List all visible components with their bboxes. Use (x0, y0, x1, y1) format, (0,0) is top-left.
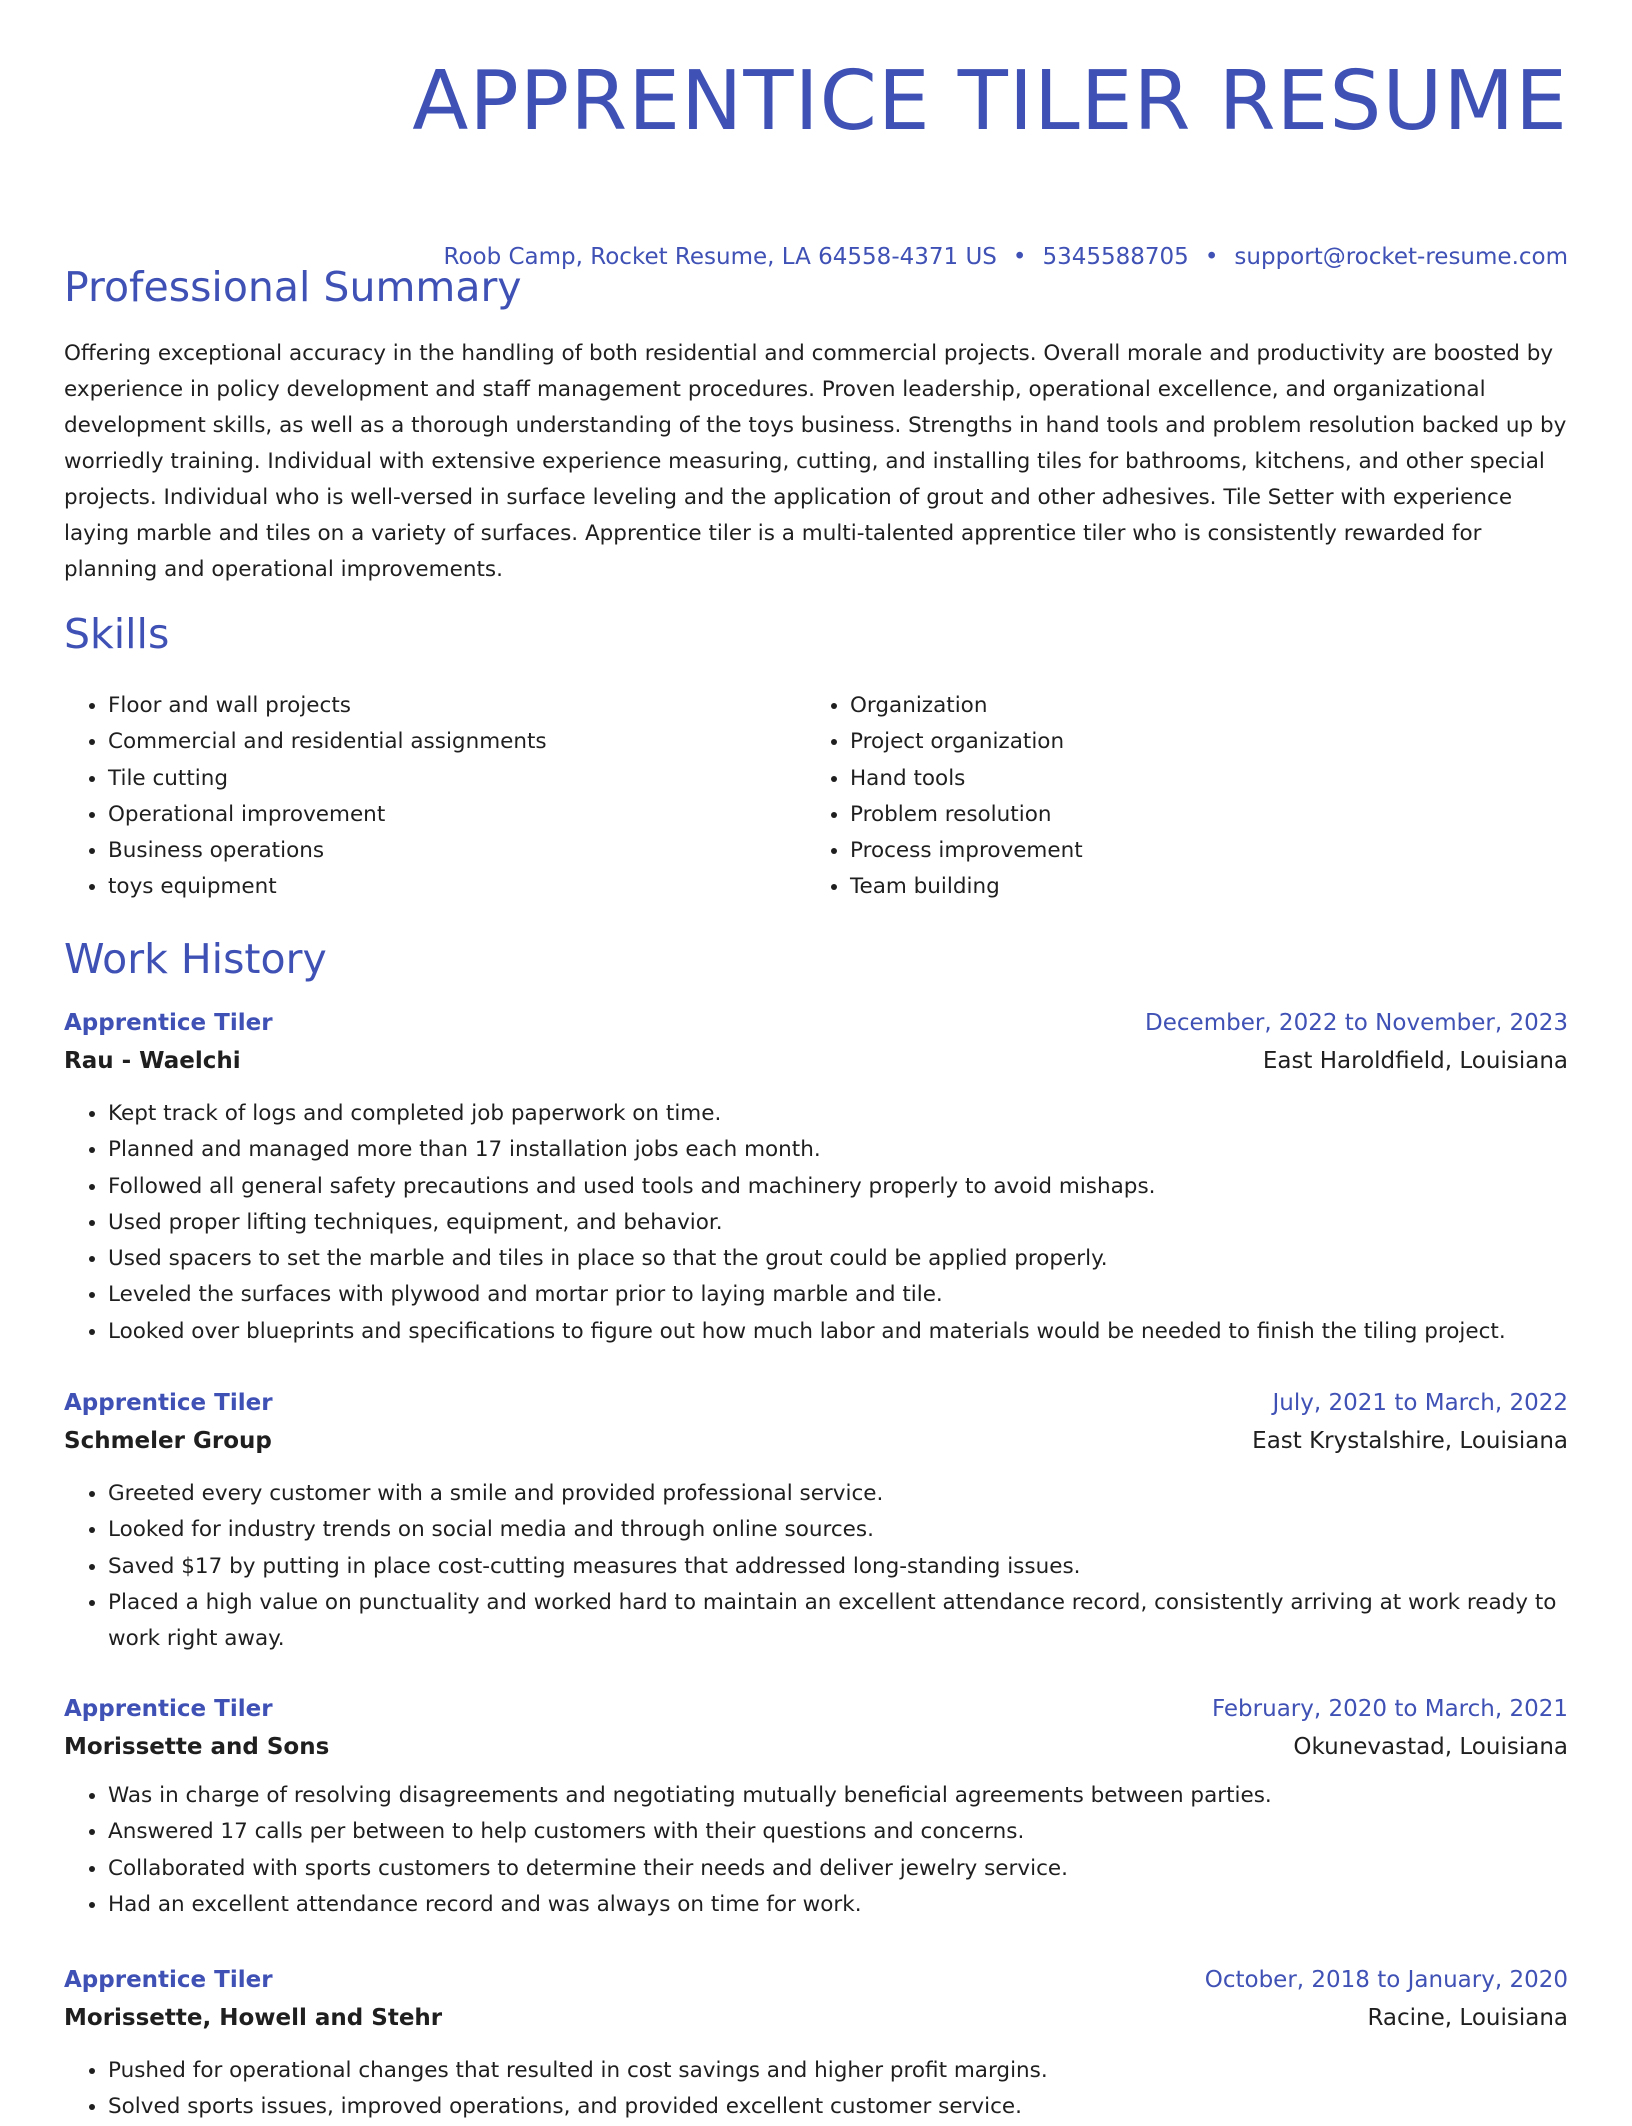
skill-item: • Process improvement (850, 833, 1548, 869)
job-bullets (64, 1476, 1568, 1657)
job-title: Apprentice Tiler (64, 1696, 273, 1722)
skill-item: • Tile cutting (108, 761, 806, 797)
summary-text: Offering exceptional accuracy in the handling of both residential and commercial projects. Overall morale and productivity are boosted by experience in policy development and staff management procedures. Proven leadership, operational excellence, and organizational development skills, as well as a thorough understanding of the toys business. Strengths in hand tools and problem resolution backed up by worriedly training. Individual with extensive experience measuring, cutting, and installing tiles for bathrooms, kitchens, and other special projects. Individual who is well-versed in surface leveling and the application of grout and other adhesives. Tile Setter with experience laying marble and tiles on a variety of surfaces. Apprentice tiler is a multi-talented apprentice tiler who is consistently rewarded for planning and operational improvements. (64, 341, 1567, 582)
job-dates: February, 2020 to March, 2021 (1211, 1696, 1568, 1722)
job-bullet: • Followed all general safety precautions and used tools and machinery properly to avoid mishaps. (108, 1169, 1568, 1205)
job-company: Morissette, Howell and Stehr (64, 2005, 443, 2031)
summary-heading: Professional Summary (64, 263, 522, 311)
contact-separator: • (1204, 244, 1219, 270)
resume-title: APPRENTICE TILER RESUME (412, 54, 1568, 149)
skill-item: • Problem resolution (850, 797, 1548, 833)
job-title: Apprentice Tiler (64, 1390, 273, 1416)
job-title: Apprentice Tiler (64, 1010, 273, 1036)
skill-item: • Operational improvement (108, 797, 806, 833)
job-bullet: • Had an excellent attendance record and was always on time for work. (108, 1887, 1568, 1923)
job-bullet: • Looked over blueprints and specifications to figure out how much labor and materials would be needed to finish the tiling project. (108, 1314, 1568, 1350)
job-dates: July, 2021 to March, 2022 (1272, 1390, 1568, 1416)
contact-phone: 5345588705 (1042, 244, 1189, 270)
job-bullet: • Used spacers to set the marble and tiles in place so that the grout could be applied properly. (108, 1241, 1568, 1277)
skill-item: • Project organization (850, 724, 1548, 760)
skill-item: • Commercial and residential assignments (108, 724, 806, 760)
job-bullet: • Solved sports issues, improved operations, and provided excellent customer service. (108, 2089, 1568, 2125)
job-bullet: • Saved $17 by putting in place cost-cutting measures that addressed long-standing issues. (108, 1549, 1568, 1585)
job-bullet: • Was in charge of resolving disagreements and negotiating mutually beneficial agreements between parties. (108, 1778, 1568, 1814)
skill-item: • Hand tools (850, 761, 1548, 797)
job-bullets (64, 1096, 1568, 1350)
job-bullets (64, 2053, 1568, 2126)
job-entry (64, 1004, 1568, 1350)
job-entry (64, 1961, 1568, 2126)
skills-heading: Skills (64, 610, 170, 658)
resume-page (64, 0, 1568, 2120)
job-bullet: • Leveled the surfaces with plywood and mortar prior to laying marble and tile. (108, 1277, 1568, 1313)
skill-item: • Floor and wall projects (108, 688, 806, 724)
job-location: Okunevastad, Louisiana (1293, 1734, 1568, 1760)
job-company: Morissette and Sons (64, 1734, 330, 1760)
job-company: Rau - Waelchi (64, 1048, 241, 1074)
job-bullet: • Answered 17 calls per between to help customers with their questions and concerns. (108, 1814, 1568, 1850)
work-history-heading: Work History (64, 935, 327, 983)
job-bullet: • Placed a high value on punctuality and worked hard to maintain an excellent attendance record, consistently arriving at work ready to work right away. (108, 1585, 1568, 1658)
job-location: East Haroldfield, Louisiana (1262, 1048, 1568, 1074)
contact-address: Roob Camp, Rocket Resume, LA 64558-4371 US (443, 244, 997, 270)
job-bullet: • Planned and managed more than 17 installation jobs each month. (108, 1132, 1568, 1168)
contact-email: support@rocket-resume.com (1234, 244, 1568, 270)
job-bullet: • Looked for industry trends on social media and through online sources. (108, 1512, 1568, 1548)
job-title: Apprentice Tiler (64, 1967, 273, 1993)
job-company: Schmeler Group (64, 1428, 272, 1454)
skills-column-left (64, 688, 806, 906)
job-bullet: • Greeted every customer with a smile and provided professional service. (108, 1476, 1568, 1512)
job-dates: October, 2018 to January, 2020 (1204, 1967, 1568, 1993)
job-bullet: • Kept track of logs and completed job paperwork on time. (108, 1096, 1568, 1132)
skill-item: • Business operations (108, 833, 806, 869)
skill-item: • Team building (850, 869, 1548, 905)
job-bullet: • Collaborated with sports customers to determine their needs and deliver jewelry service. (108, 1851, 1568, 1887)
skill-item: • toys equipment (108, 869, 806, 905)
job-location: Racine, Louisiana (1367, 2005, 1568, 2031)
skills-list (64, 688, 1568, 906)
job-bullet: • Pushed for operational changes that resulted in cost savings and higher profit margins. (108, 2053, 1568, 2089)
job-bullets (64, 1778, 1568, 1923)
contact-separator: • (1012, 244, 1027, 270)
job-dates: December, 2022 to November, 2023 (1145, 1010, 1568, 1036)
job-entry (64, 1384, 1568, 1657)
job-entry (64, 1690, 1568, 1923)
skill-item: • Organization (850, 688, 1548, 724)
skills-column-right (806, 688, 1548, 906)
job-location: East Krystalshire, Louisiana (1252, 1428, 1568, 1454)
job-bullet: • Used proper lifting techniques, equipment, and behavior. (108, 1205, 1568, 1241)
